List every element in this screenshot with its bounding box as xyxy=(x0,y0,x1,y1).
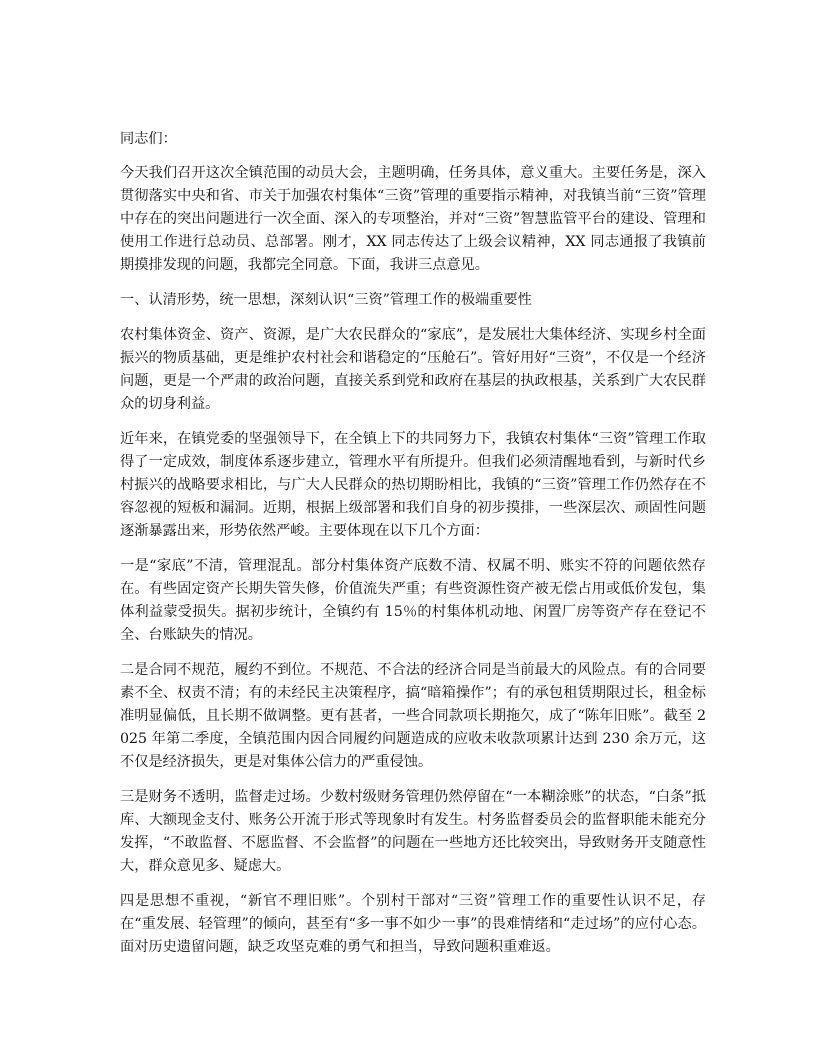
paragraph-problem-1: 一是“家底”不清，管理混乱。部分村集体资产底数不清、权属不明、账实不符的问题依然存在。有些固定资产长期失管失修，价值流失严重；有些资源性资产被无偿占用或低价发包，集体利益蒙受损失。据初步统计，全镇约有 15％的村集体机动地、闲置厂房等资产存在登记不全、台账缺失的情况。 xyxy=(120,558,706,643)
paragraph-problem-3: 三是财务不透明，监督走过场。少数村级财务管理仍然停留在“一本糊涂账”的状态，“白条”抵库、大额现金支付、账务公开流于形式等现象时有发生。村务监督委员会的监督职能未能充分发挥，“不敢监督、不愿监督、不会监督”的问题在一些地方还比较突出，导致财务开支随意性大，群众意见多、疑虑大。 xyxy=(120,789,706,874)
section-heading-1: 一、认清形势，统一思想，深刻认识“三资”管理工作的极端重要性 xyxy=(120,292,532,308)
paragraph-problem-4: 四是思想不重视，“新官不理旧账”。个别村干部对“三资”管理工作的重要性认识不足，存在“重发展、轻管理”的倾向，甚至有“多一事不如少一事”的畏难情绪和“走过场”的应付心态。面对历史遗留问题，缺乏攻坚克难的勇气和担当，导致问题积重难返。 xyxy=(120,893,706,955)
document-body xyxy=(120,128,706,971)
paragraph-problem-2: 二是合同不规范，履约不到位。不规范、不合法的经济合同是当前最大的风险点。有的合同要素不全、权责不清；有的未经民主决策程序，搞“暗箱操作”；有的承包租赁期限过长，租金标准明显偏低，且长期不做调整。更有甚者，一些合同款项长期拖欠，成了“陈年旧账”。截至 2025 年第二季度，全镇范围内因合同履约问题造成的应收未收款项累计达到 230 余万元，这不仅是经济损失，更是对集体公信力的严重侵蚀。 xyxy=(120,662,706,770)
paragraph-importance: 农村集体资金、资产、资源，是广大农民群众的“家底”，是发展壮大集体经济、实现乡村全面振兴的物质基础，更是维护农村社会和谐稳定的“压舱石”。管好用好“三资”，不仅是一个经济问题，更是一个严肃的政治问题，直接关系到党和政府在基层的执政根基，关系到广大农民群众的切身利益。 xyxy=(120,327,706,412)
paragraph-intro: 今天我们召开这次全镇范围的动员大会，主题明确，任务具体，意义重大。主要任务是，深入贯彻落实中央和省、市关于加强农村集体“三资”管理的重要指示精神，对我镇当前“三资”管理中存在的突出问题进行一次全面、深入的专项整治，并对“三资”智慧监管平台的建设、管理和使用工作进行总动员、总部署。刚才，XX 同志传达了上级会议精神，XX 同志通报了我镇前期摸排发现的问题，我都完全同意。下面，我讲三点意见。 xyxy=(120,165,706,273)
salutation: 同志们： xyxy=(120,131,177,147)
paragraph-situation: 近年来，在镇党委的坚强领导下，在全镇上下的共同努力下，我镇农村集体“三资”管理工作取得了一定成效，制度体系逐步建立，管理水平有所提升。但我们必须清醒地看到，与新时代乡村振兴的战略要求相比，与广大人民群众的热切期盼相比，我镇的“三资”管理工作仍然存在不容忽视的短板和漏洞。近期，根据上级部署和我们自身的初步摸排，一些深层次、顽固性问题逐渐暴露出来，形势依然严峻。主要体现在以下几个方面： xyxy=(120,431,706,539)
